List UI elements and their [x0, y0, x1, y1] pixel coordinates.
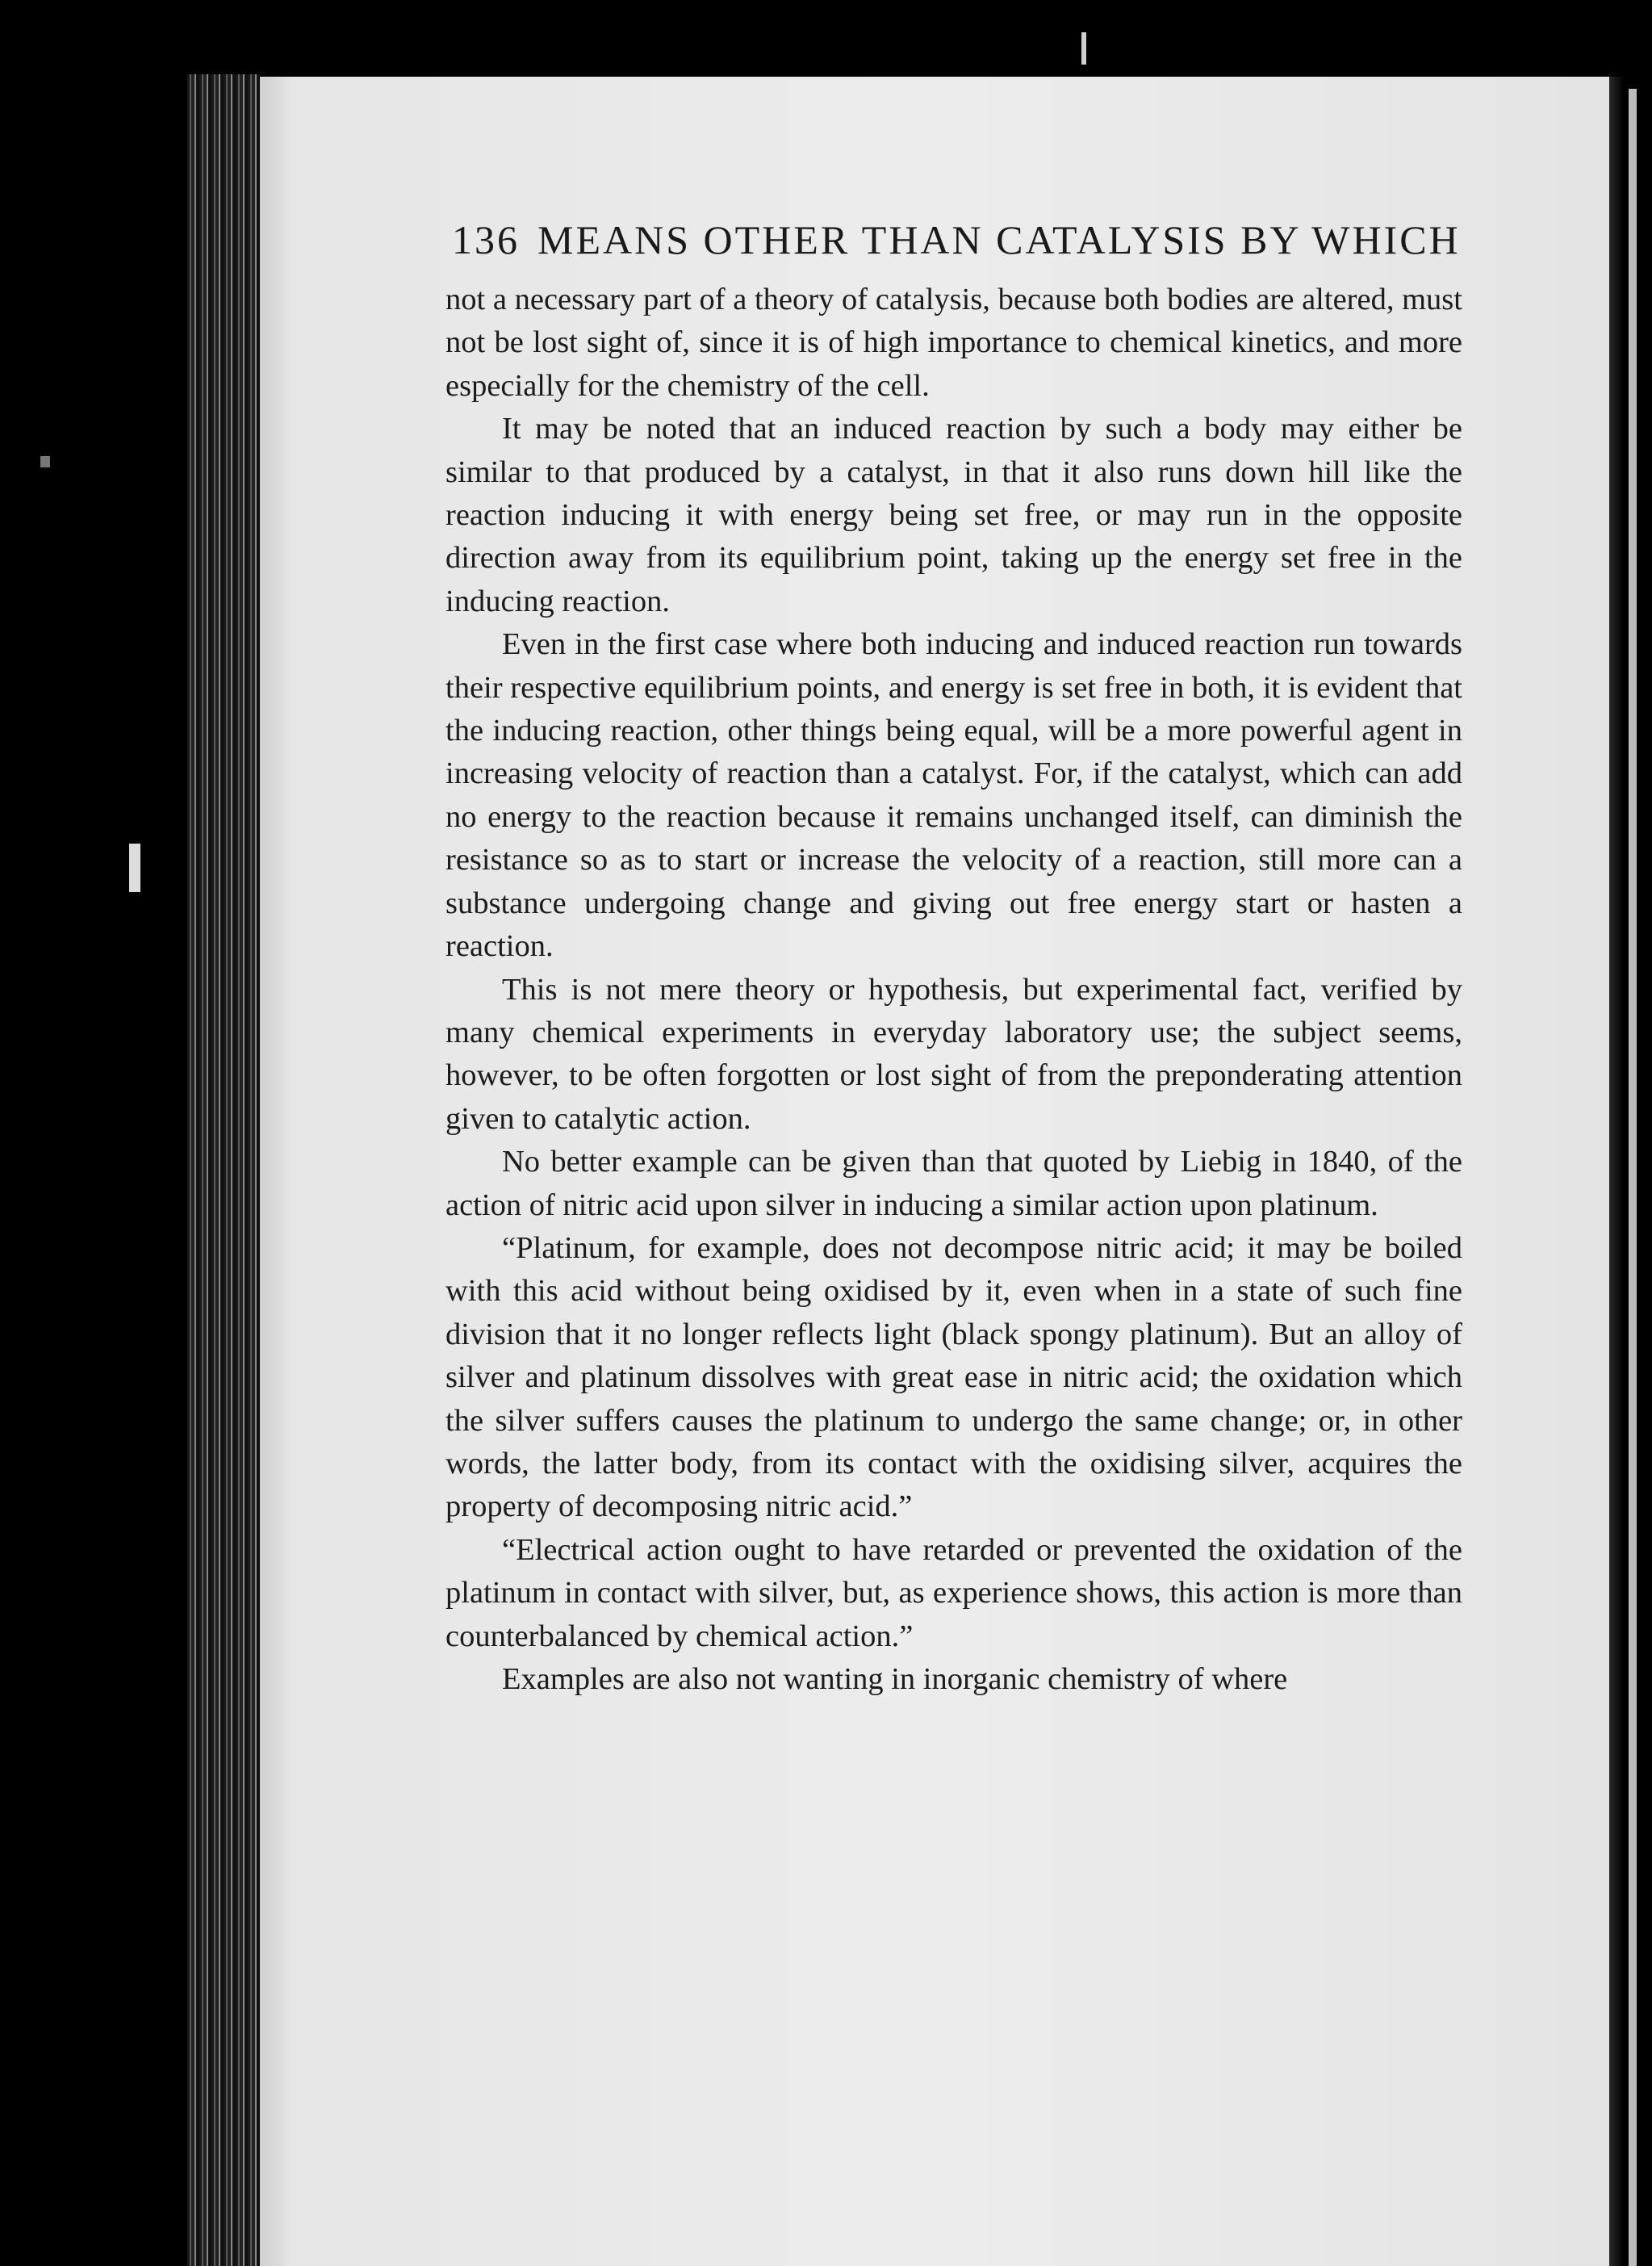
- paragraph: Examples are also not wanting in inorganic chemistry of where: [502, 1662, 1288, 1696]
- page-number: 136: [452, 217, 520, 262]
- running-title: MEANS OTHER THAN CATALYSIS BY WHICH: [537, 217, 1461, 262]
- paragraph: This is not mere theory or hypothesis, but experimental fact, verified by many chemical experiments in everyday laboratory use; the subject seems, however, to be often forgotten or lost sight of from the preponderating attention given to catalytic action.: [445, 972, 1462, 1136]
- scan-speck: [129, 844, 140, 892]
- scan-speck: [40, 456, 50, 467]
- page-edge-strip: [1629, 89, 1637, 2266]
- quoted-paragraph: “Platinum, for example, does not decompose nitric acid; it may be boiled with this acid without being oxidised by it, even when in a state of such fine division that it no longer reflects light (black spongy platinum). But an alloy of silver and platinum dissolves with great ease in nitric acid; the oxidation which the silver suffers causes the platinum to undergo the same change; or, in other words, the latter body, from its contact with the oxidising silver, acquires the property of decomposing nitric acid.”: [445, 1230, 1462, 1524]
- scan-speck: [1081, 32, 1086, 65]
- paragraph: It may be noted that an induced reaction by such a body may either be similar to that produced by a catalyst, in that it also runs down hill like the reaction inducing it with energy being set free, or may run in the opposite direction away from its equilibrium point, taking up the energy set free in the inducing reaction.: [445, 412, 1462, 618]
- paragraph: No better example can be given than that quoted by Liebig in 1840, of the action of nitric acid upon silver in inducing a similar action upon platinum.: [445, 1145, 1462, 1222]
- paragraph: Even in the first case where both inducing and induced reaction run towards their respective equilibrium points, and energy is set free in both, it is evident that the inducing reaction, other things being equal, will be a more powerful agent in increasing velocity of reaction than a catalyst. For, if the catalyst, which can add no energy to the reaction because it remains unchanged itself, can diminish the resistance so as to start or increase the velocity of a reaction, still more can a substance undergoing change and giving out free energy start or hasten a reaction.: [445, 627, 1462, 964]
- page-body-text: [445, 279, 1462, 1701]
- running-header: [452, 216, 1461, 263]
- quoted-paragraph: “Electrical action ought to have retarded or prevented the oxidation of the platinum in contact with silver, but, as experience shows, this action is more than counterbalanced by chemical action.”: [445, 1532, 1462, 1653]
- book-gutter: [187, 74, 260, 2266]
- paragraph: not a necessary part of a theory of catalysis, because both bodies are altered, must not be lost sight of, since it is of high importance to chemical kinetics, and more especially for the chemistry of the cell.: [445, 283, 1462, 403]
